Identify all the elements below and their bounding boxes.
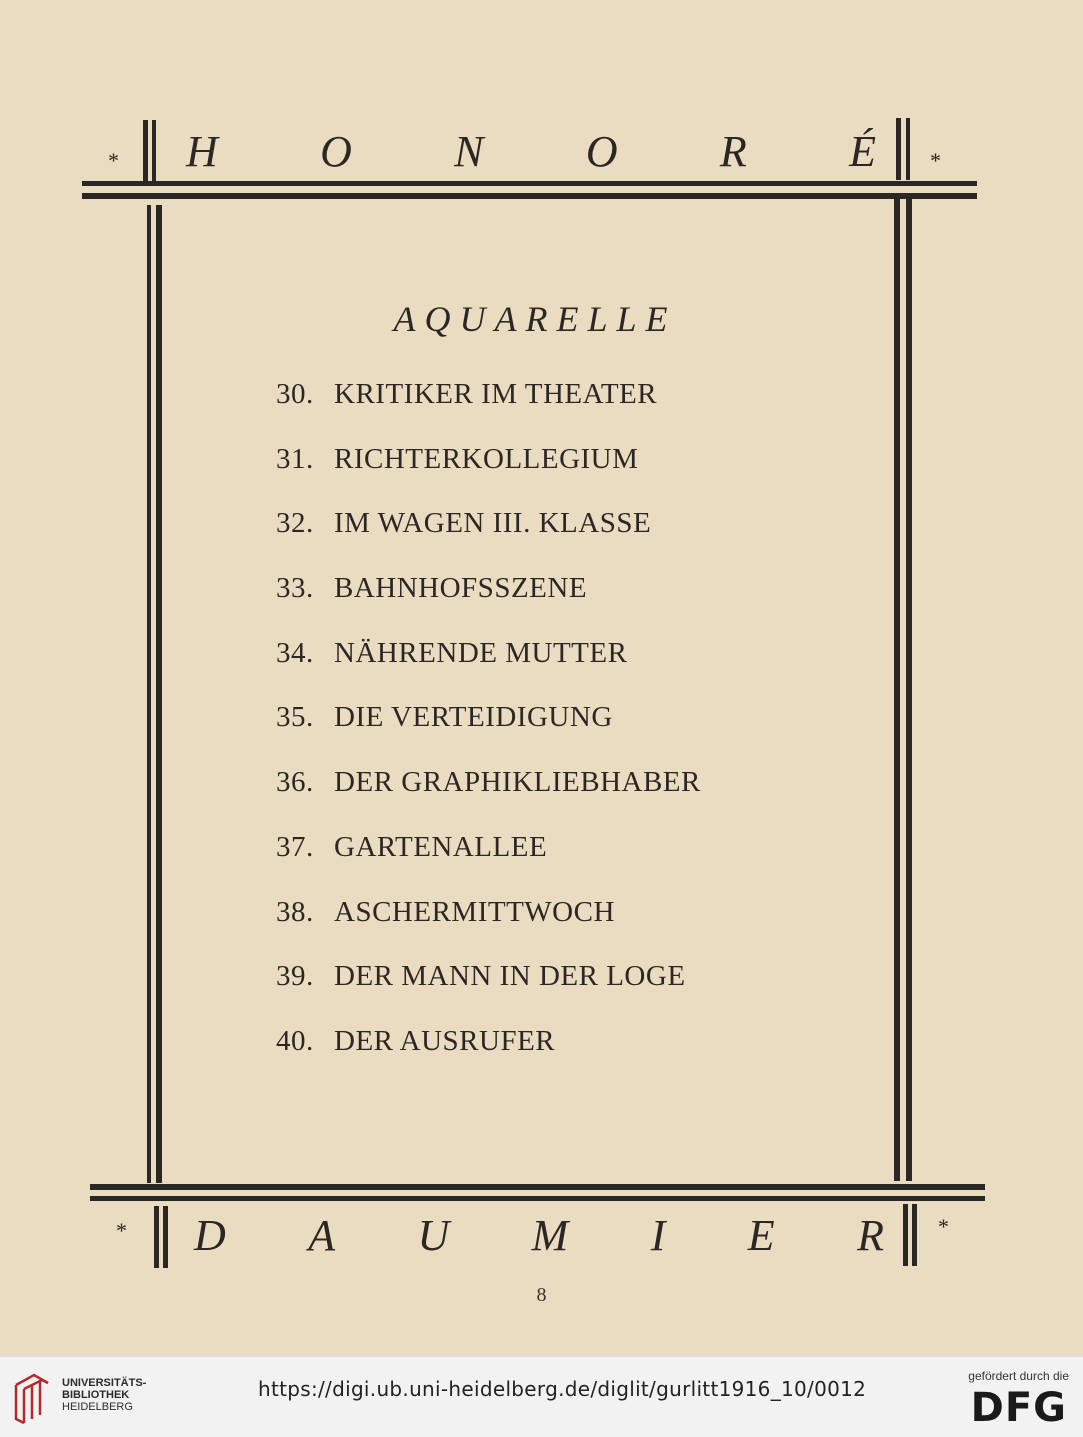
list-item	[276, 378, 836, 443]
list-item	[276, 766, 836, 831]
frame-right-outer	[906, 199, 912, 1181]
frame-left-inner	[156, 205, 162, 1183]
list-item	[276, 1025, 836, 1090]
item-title: DER MANN IN DER LOGE	[334, 960, 686, 993]
list-item	[276, 443, 836, 508]
item-title: BAHNHOFSSZENE	[334, 572, 588, 605]
top-right-bar-1	[896, 118, 901, 180]
star-ornament-bottom-left: *	[116, 1218, 127, 1243]
top-left-bar-2	[152, 120, 156, 186]
bottom-left-bar-2	[163, 1206, 168, 1268]
item-title: IM WAGEN III. KLASSE	[334, 507, 652, 540]
item-title: DER AUSRUFER	[334, 1024, 556, 1057]
item-number: 31.	[276, 442, 314, 475]
list-item	[276, 831, 836, 896]
footer-band-letter: M	[531, 1211, 569, 1260]
star-ornament-top-right: *	[930, 148, 941, 173]
footer-band-letter: I	[650, 1211, 666, 1260]
header-band-letter: O	[320, 127, 352, 176]
top-rule-2	[82, 193, 977, 199]
header-band-letter: R	[719, 127, 747, 176]
item-title: RICHTERKOLLEGIUM	[334, 442, 639, 475]
item-number: 35.	[276, 701, 314, 734]
item-number: 34.	[276, 636, 314, 669]
top-left-bar-1	[143, 120, 148, 186]
footer-band-letter: R	[857, 1211, 884, 1260]
item-title: KRITIKER IM THEATER	[334, 378, 658, 410]
item-number: 32.	[276, 507, 314, 540]
list-item	[276, 637, 836, 702]
footer-band-letter: A	[308, 1211, 336, 1260]
item-title: GARTENALLEE	[334, 830, 548, 863]
item-number: 30.	[276, 378, 314, 410]
library-name-line-1: UNIVERSITÄTS-	[62, 1377, 147, 1389]
dfg-logo: DFG	[970, 1385, 1067, 1431]
list-item	[276, 701, 836, 766]
list-item	[276, 896, 836, 961]
item-number: 39.	[276, 960, 314, 993]
library-name-line-2: BIBLIOTHEK	[62, 1389, 130, 1401]
section-heading: AQUARELLE	[393, 299, 677, 339]
library-name-line-3: HEIDELBERG	[62, 1401, 133, 1413]
footer-band-letter: D	[194, 1211, 226, 1260]
document-url-link[interactable]: https://digi.ub.uni-heidelberg.de/diglit/gurlitt1916_10/0012	[258, 1377, 867, 1401]
header-band-letter: É	[849, 127, 876, 176]
header-band-honore	[186, 128, 876, 176]
item-number: 38.	[276, 895, 314, 928]
bottom-rule-1	[90, 1184, 985, 1190]
star-ornament-bottom-right: *	[938, 1214, 949, 1239]
university-library-logo-icon	[12, 1371, 52, 1425]
item-title: NÄHRENDE MUTTER	[334, 636, 628, 669]
footer-band-letter: U	[417, 1211, 450, 1260]
bottom-left-bar-1	[154, 1206, 159, 1268]
funding-note: gefördert durch die	[968, 1369, 1069, 1383]
item-title: DIE VERTEIDIGUNG	[334, 701, 613, 734]
top-rule-1	[82, 181, 977, 186]
header-band-letter: O	[585, 127, 618, 176]
artwork-list	[276, 378, 836, 1090]
library-name	[62, 1377, 146, 1413]
item-number: 33.	[276, 572, 314, 605]
bottom-rule-2	[90, 1196, 985, 1201]
footer-band-letter: E	[747, 1211, 775, 1260]
page-number: 8	[536, 1284, 547, 1306]
frame-right-inner	[894, 199, 900, 1181]
star-ornament-top-left: *	[108, 148, 119, 173]
top-right-bar-2	[906, 118, 910, 180]
item-number: 37.	[276, 830, 314, 863]
bottom-right-bar-2	[912, 1204, 917, 1266]
item-number: 36.	[276, 766, 314, 799]
viewer-footer-bar	[0, 1356, 1083, 1437]
header-band-letter: N	[454, 127, 484, 176]
frame-left-outer	[147, 205, 151, 1183]
list-item	[276, 572, 836, 637]
item-title: ASCHERMITTWOCH	[334, 895, 615, 928]
list-item	[276, 507, 836, 572]
footer-band-daumier	[194, 1212, 884, 1260]
item-title: DER GRAPHIKLIEBHABER	[334, 766, 701, 799]
bottom-right-bar-1	[903, 1204, 908, 1266]
item-number: 40.	[276, 1024, 314, 1057]
header-band-letter: H	[186, 127, 218, 176]
list-item	[276, 960, 836, 1025]
